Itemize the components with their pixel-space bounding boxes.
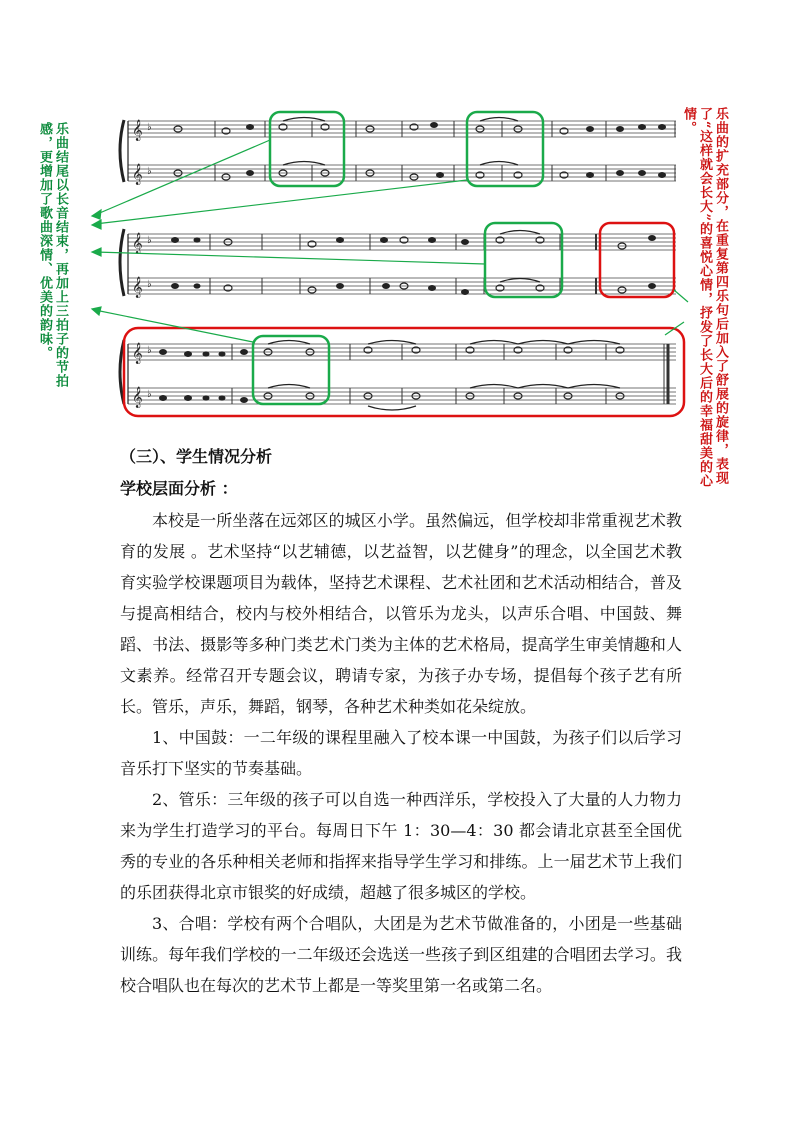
svg-text:♭: ♭ <box>147 122 152 133</box>
svg-text:𝄞: 𝄞 <box>132 233 143 254</box>
svg-text:♭: ♭ <box>147 279 152 290</box>
svg-text:𝄞: 𝄞 <box>132 120 143 141</box>
svg-text:♭: ♭ <box>147 166 152 177</box>
svg-text:𝄞: 𝄞 <box>132 343 143 364</box>
section-title: （三）、学生情况分析 <box>120 447 273 466</box>
svg-text:♭: ♭ <box>147 389 152 400</box>
paragraph-chinese-drum: 1、中国鼓：一二年级的课程里融入了校本课一中国鼓，为孩子们以后学习音乐打下坚实的节奏基础。 <box>120 728 682 778</box>
svg-text:𝄞: 𝄞 <box>132 164 143 185</box>
green-box-2 <box>467 112 543 186</box>
svg-text:♭: ♭ <box>147 235 152 246</box>
left-annotation: 乐曲结尾以长音结束，再加上三拍子的节拍感，更增加了歌曲深情、优美的韵味。 <box>37 122 68 388</box>
svg-text:𝄞: 𝄞 <box>132 277 143 298</box>
svg-text:𝄞: 𝄞 <box>132 387 143 408</box>
music-score <box>0 0 794 430</box>
right-annotation: 乐曲的扩充部分，在重复第四乐句后加入了舒展的旋律，表现了“这样就会长大”的喜悦心情，抒发了长大后的幸福甜美的心情。 <box>681 107 728 488</box>
green-box-1 <box>270 112 344 186</box>
score-system-3 <box>120 340 676 410</box>
score-system-2 <box>120 229 676 298</box>
paragraph-choir: 3、合唱：学校有两个合唱队，大团是为艺术节做准备的，小团是一些基础训练。每年我们学校的一二年级还会选送一些孩子到区组建的合唱团去学习。我校合唱队也在每次的艺术节上都是一等奖里第一名或第二名。 <box>120 914 682 995</box>
paragraph-school-overview: 本校是一所坐落在远郊区的城区小学。虽然偏远，但学校却非常重视艺术教育的发展 。艺术坚持“以艺辅德，以艺益智，以艺健身”的理念，以全国艺术教育实验学校课题项目为载体，坚持艺术课程、艺术社团和艺术活动相结合，普及与提高相结合，校内与校外相结合，以管乐为龙头，以声乐合唱、中国鼓、舞蹈、书法、摄影等多种门类艺术门类为主体的艺术格局，提高学生审美情趣和人文素养。经常召开专题会议，聘请专家，为孩子办专场，提倡每个孩子艺有所长。管乐，声乐，舞蹈，钢琴，各种艺术种类如花朵绽放。 <box>120 511 682 716</box>
paragraph-wind-band: 2、管乐：三年级的孩子可以自选一种西洋乐，学校投入了大量的人力物力来为学生打造学习的平台。每周日下午 1：30—4：30 都会请北京甚至全国优秀的专业的各乐种相关老师和指挥来指导学生学习和排练。上一届艺术节上我们的乐团获得北京市银奖的好成绩，超越了很多城区的学校。 <box>120 790 682 902</box>
score-system-1 <box>120 118 676 186</box>
svg-text:♭: ♭ <box>147 345 152 356</box>
highlight-boxes <box>124 112 684 416</box>
sub-title: 学校层面分析 ： <box>120 479 238 498</box>
